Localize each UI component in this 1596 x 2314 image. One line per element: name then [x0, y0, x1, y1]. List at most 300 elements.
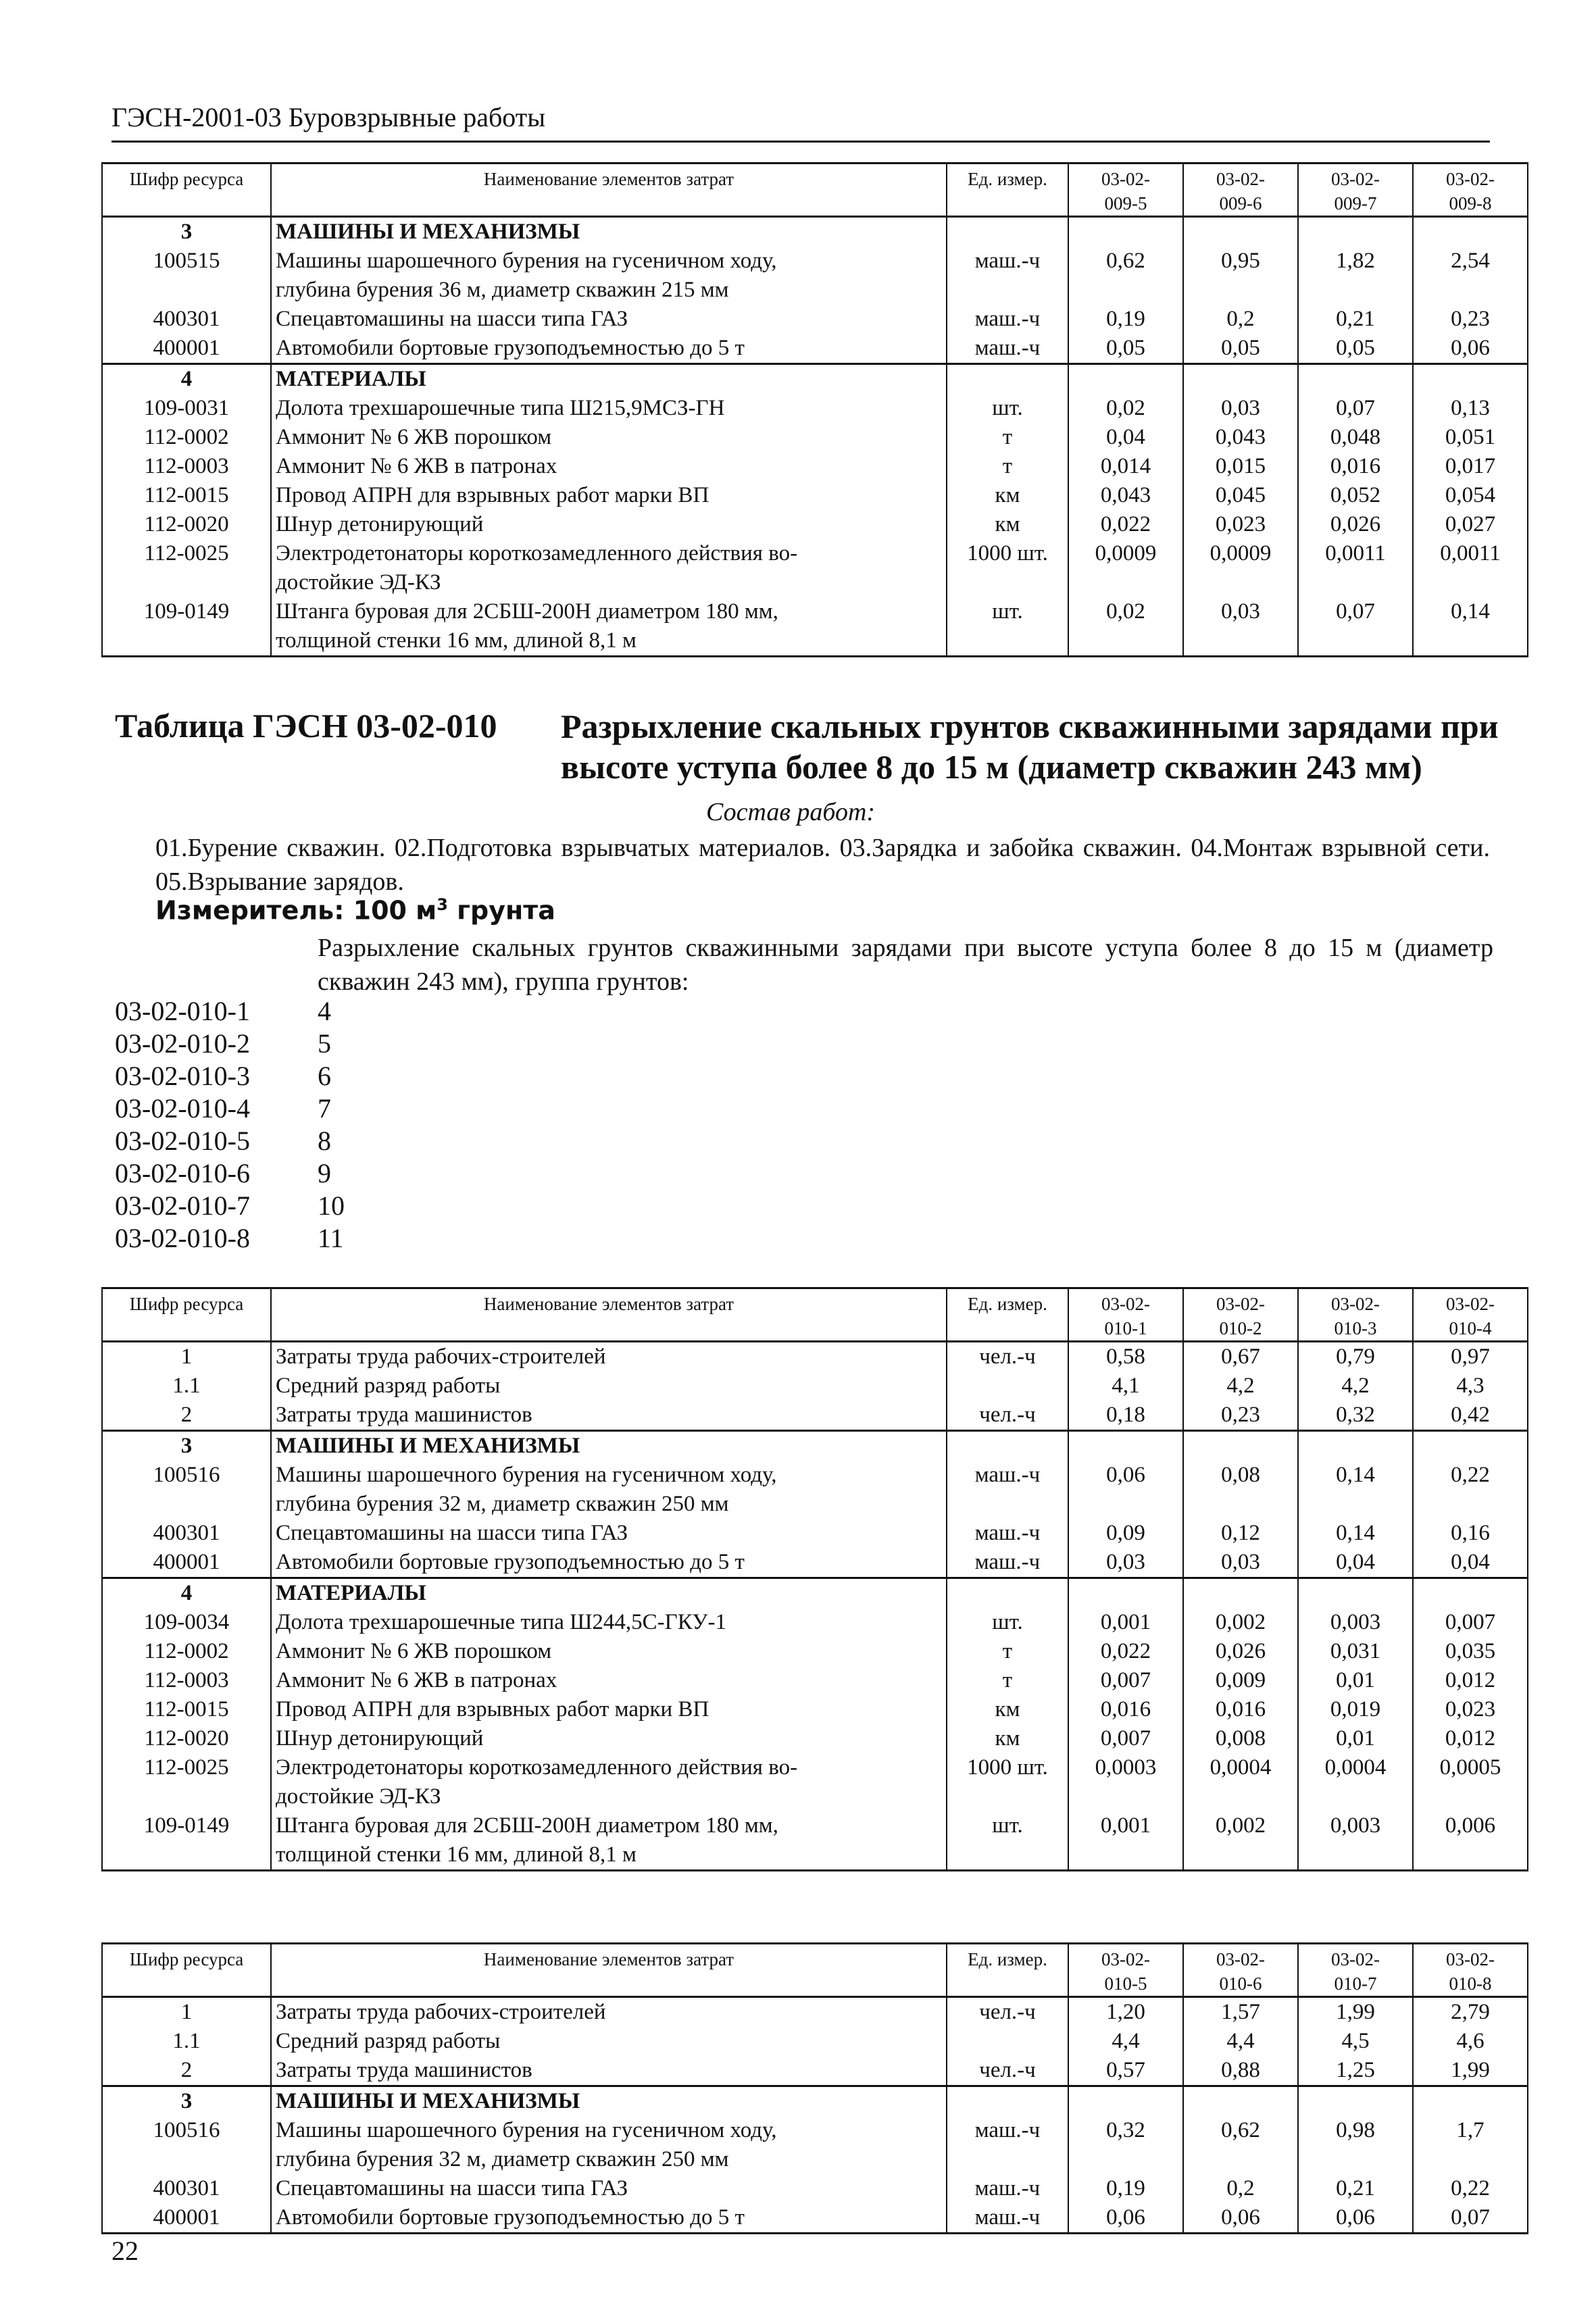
norm-value: 0,04	[1298, 1548, 1413, 1578]
norm-value: 0,08	[1183, 1461, 1298, 1519]
resource-code: 400001	[102, 1548, 271, 1578]
soil-group: 7	[318, 1093, 331, 1124]
norm-value: 0,2	[1183, 305, 1298, 334]
norm-code: 03-02-010-6	[115, 1158, 250, 1188]
unit-cell: т	[947, 423, 1068, 452]
cost-element-name: Аммонит № 6 ЖВ в патронах	[271, 1666, 947, 1695]
norm-value: 0,02	[1068, 597, 1183, 657]
resource-code: 1	[102, 1342, 271, 1372]
norm-value: 1,99	[1413, 2056, 1528, 2086]
cost-element-name: МАШИНЫ И МЕХАНИЗМЫ	[271, 217, 947, 247]
unit-cell: чел.-ч	[947, 2056, 1068, 2086]
unit-header: Ед. измер.	[947, 1944, 1068, 1997]
norm-value: 0,32	[1068, 2116, 1183, 2174]
cost-element-name: МАТЕРИАЛЫ	[271, 1578, 947, 1609]
unit-cell: маш.-ч	[947, 1548, 1068, 1578]
norm-value: 0,0009	[1068, 539, 1183, 597]
norm-value: 0,052	[1298, 481, 1413, 510]
norm-value	[1298, 2086, 1413, 2117]
unit-cell: маш.-ч	[947, 305, 1068, 334]
resource-code: 112-0003	[102, 1666, 271, 1695]
unit-cell: км	[947, 1724, 1068, 1753]
norm-value: 0,006	[1413, 1811, 1528, 1871]
table-header-row	[102, 1288, 1528, 1342]
norm-value: 2,54	[1413, 247, 1528, 305]
norm-value: 0,035	[1413, 1637, 1528, 1666]
norm-header: 03-02- 009-5	[1068, 164, 1183, 217]
name-header: Наименование элементов затрат	[271, 1288, 947, 1342]
resource-code: 2	[102, 1401, 271, 1431]
soil-group: 9	[318, 1158, 331, 1188]
norm-value: 0,0004	[1298, 1753, 1413, 1811]
resource-code: 4	[102, 1578, 271, 1609]
resource-code: 100515	[102, 247, 271, 305]
table-header-row	[102, 1944, 1528, 1997]
unit-cell	[947, 2027, 1068, 2056]
table-row	[102, 394, 1528, 423]
resource-code: 112-0003	[102, 452, 271, 481]
unit-cell: т	[947, 1637, 1068, 1666]
table-row	[102, 539, 1528, 597]
work-composition-text: 01.Бурение скважин. 02.Подготовка взрывчатых материалов. 03.Зарядка и забойка скважин. 04.Монтаж взрывной сети. 05.Взрывание зарядов.	[155, 834, 1490, 896]
unit-cell: т	[947, 1666, 1068, 1695]
norm-value: 0,003	[1298, 1811, 1413, 1871]
norm-value: 0,18	[1068, 1401, 1183, 1431]
norm-value: 0,03	[1068, 1548, 1183, 1578]
unit-cell: шт.	[947, 394, 1068, 423]
resource-code: 109-0149	[102, 1811, 271, 1871]
norm-value: 0,007	[1068, 1724, 1183, 1753]
norm-value: 0,012	[1413, 1724, 1528, 1753]
norm-value: 0,007	[1413, 1608, 1528, 1637]
norm-value: 0,03	[1183, 394, 1298, 423]
norm-value: 0,19	[1068, 305, 1183, 334]
code-header: Шифр ресурса	[102, 1944, 271, 1997]
norm-value: 1,7	[1413, 2116, 1528, 2174]
norm-value: 0,98	[1298, 2116, 1413, 2174]
resource-code: 109-0031	[102, 394, 271, 423]
resource-code: 400301	[102, 1519, 271, 1548]
unit-cell	[947, 217, 1068, 247]
cost-element-name: Шнур детонирующий	[271, 510, 947, 539]
norm-value: 0,21	[1298, 2174, 1413, 2203]
resource-code: 400301	[102, 305, 271, 334]
cost-element-name: МАШИНЫ И МЕХАНИЗМЫ	[271, 2086, 947, 2117]
resource-table-009	[101, 162, 1528, 657]
norm-value: 0,01	[1298, 1724, 1413, 1753]
norm-value	[1183, 1578, 1298, 1609]
norm-value: 0,001	[1068, 1811, 1183, 1871]
code-header: Шифр ресурса	[102, 1288, 271, 1342]
norm-value: 0,03	[1183, 597, 1298, 657]
norm-value: 0,023	[1183, 510, 1298, 539]
norm-value: 4,4	[1183, 2027, 1298, 2056]
norm-header: 03-02- 010-4	[1413, 1288, 1528, 1342]
norm-value: 0,88	[1183, 2056, 1298, 2086]
table-row	[102, 1637, 1528, 1666]
unit-cell: чел.-ч	[947, 1401, 1068, 1431]
norm-value: 0,23	[1413, 305, 1528, 334]
norm-code-row	[115, 995, 345, 1028]
resource-code: 100516	[102, 1461, 271, 1519]
norm-value: 0,04	[1413, 1548, 1528, 1578]
table-row	[102, 1431, 1528, 1461]
unit-cell: маш.-ч	[947, 1461, 1068, 1519]
norm-value: 0,67	[1183, 1342, 1298, 1372]
norm-value: 0,002	[1183, 1811, 1298, 1871]
norm-value: 0,0003	[1068, 1753, 1183, 1811]
norm-value: 0,09	[1068, 1519, 1183, 1548]
cost-element-name: Электродетонаторы короткозамедленного действия во- достойкие ЭД-КЗ	[271, 539, 947, 597]
norm-header: 03-02- 010-6	[1183, 1944, 1298, 1997]
table-row	[102, 334, 1528, 364]
cost-element-name: Затраты труда машинистов	[271, 1401, 947, 1431]
norm-value: 0,023	[1413, 1695, 1528, 1724]
norm-value: 0,06	[1068, 1461, 1183, 1519]
norm-value: 0,12	[1183, 1519, 1298, 1548]
norm-value	[1413, 217, 1528, 247]
norm-value: 0,026	[1183, 1637, 1298, 1666]
norm-value: 0,07	[1413, 2203, 1528, 2234]
norm-value: 1,57	[1183, 1997, 1298, 2028]
resource-code: 100516	[102, 2116, 271, 2174]
norm-value: 0,043	[1183, 423, 1298, 452]
resource-code: 112-0015	[102, 1695, 271, 1724]
resource-code: 1.1	[102, 1372, 271, 1401]
table-header-row	[102, 164, 1528, 217]
unit-cell	[947, 1372, 1068, 1401]
unit-cell: км	[947, 1695, 1068, 1724]
norm-value: 0,06	[1413, 334, 1528, 364]
norm-code-row	[115, 1222, 345, 1255]
norm-code: 03-02-010-5	[115, 1126, 250, 1156]
table-title: Разрыхление скальных грунтов скважинными зарядами при высоте уступа более 8 до 15 м (диаметр скважин 243 мм)	[561, 707, 1499, 786]
cost-element-name: Аммонит № 6 ЖВ порошком	[271, 1637, 947, 1666]
norm-value	[1413, 1431, 1528, 1461]
norm-value: 0,045	[1183, 481, 1298, 510]
unit-cell: т	[947, 452, 1068, 481]
norm-value: 0,14	[1413, 597, 1528, 657]
norm-value: 0,21	[1298, 305, 1413, 334]
table-row	[102, 510, 1528, 539]
unit-cell	[947, 1431, 1068, 1461]
table-row	[102, 1372, 1528, 1401]
norm-value	[1413, 364, 1528, 395]
unit-cell: чел.-ч	[947, 1997, 1068, 2028]
cost-element-name: Провод АПРН для взрывных работ марки ВП	[271, 481, 947, 510]
cost-element-name: Затраты труда рабочих-строителей	[271, 1997, 947, 2028]
table-row	[102, 1695, 1528, 1724]
norm-value: 0,04	[1068, 423, 1183, 452]
measure-label	[155, 895, 555, 926]
name-header: Наименование элементов затрат	[271, 1944, 947, 1997]
norm-value: 0,13	[1413, 394, 1528, 423]
norm-value: 0,019	[1298, 1695, 1413, 1724]
table-row	[102, 1997, 1528, 2028]
table-row	[102, 2086, 1528, 2117]
cost-element-name: Аммонит № 6 ЖВ в патронах	[271, 452, 947, 481]
cost-element-name: МАТЕРИАЛЫ	[271, 364, 947, 395]
norm-code: 03-02-010-2	[115, 1028, 250, 1059]
table-row	[102, 1724, 1528, 1753]
unit-cell: 1000 шт.	[947, 539, 1068, 597]
norm-value	[1068, 2086, 1183, 2117]
table-row	[102, 2027, 1528, 2056]
norm-value: 0,06	[1298, 2203, 1413, 2234]
unit-cell: маш.-ч	[947, 2203, 1068, 2234]
norm-value: 1,20	[1068, 1997, 1183, 2028]
resource-code: 112-0002	[102, 423, 271, 452]
norm-value: 0,07	[1298, 394, 1413, 423]
resource-code: 4	[102, 364, 271, 395]
norm-value: 0,19	[1068, 2174, 1183, 2203]
norm-value: 0,017	[1413, 452, 1528, 481]
norm-value: 0,031	[1298, 1637, 1413, 1666]
measure-suffix: грунта	[447, 895, 555, 926]
cost-element-name: Средний разряд работы	[271, 1372, 947, 1401]
table-row	[102, 2203, 1528, 2234]
norm-value: 0,016	[1298, 452, 1413, 481]
resource-code: 2	[102, 2056, 271, 2086]
norm-value: 0,05	[1298, 334, 1413, 364]
table-row	[102, 1811, 1528, 1871]
unit-header: Ед. измер.	[947, 1288, 1068, 1342]
table-row	[102, 305, 1528, 334]
norm-header: 03-02- 010-3	[1298, 1288, 1413, 1342]
norm-value	[1298, 1431, 1413, 1461]
resource-code: 109-0149	[102, 597, 271, 657]
unit-cell: км	[947, 510, 1068, 539]
name-header: Наименование элементов затрат	[271, 164, 947, 217]
unit-cell: шт.	[947, 1811, 1068, 1871]
norm-value: 0,57	[1068, 2056, 1183, 2086]
cost-element-name: Штанга буровая для 2СБШ-200Н диаметром 180 мм, толщиной стенки 16 мм, длиной 8,1 м	[271, 1811, 947, 1871]
cost-element-name: Затраты труда машинистов	[271, 2056, 947, 2086]
norm-value: 4,2	[1183, 1372, 1298, 1401]
table-row	[102, 1666, 1528, 1695]
table-row	[102, 2056, 1528, 2086]
unit-cell	[947, 2086, 1068, 2117]
norm-header: 03-02- 010-1	[1068, 1288, 1183, 1342]
norm-value: 0,06	[1068, 2203, 1183, 2234]
resource-code: 112-0020	[102, 1724, 271, 1753]
table-row	[102, 1548, 1528, 1578]
norm-value	[1183, 217, 1298, 247]
norm-value: 0,002	[1183, 1608, 1298, 1637]
cost-element-name: Машины шарошечного бурения на гусеничном ходу, глубина бурения 32 м, диаметр скважин 250 мм	[271, 1461, 947, 1519]
norm-value: 0,2	[1183, 2174, 1298, 2203]
table-row	[102, 1342, 1528, 1372]
unit-header: Ед. измер.	[947, 164, 1068, 217]
resource-code: 400001	[102, 334, 271, 364]
resource-table-010-5-8	[101, 1942, 1528, 2234]
norm-value: 0,001	[1068, 1608, 1183, 1637]
norm-value: 0,043	[1068, 481, 1183, 510]
soil-group: 4	[318, 996, 331, 1026]
norm-value: 0,58	[1068, 1342, 1183, 1372]
unit-cell: маш.-ч	[947, 334, 1068, 364]
norm-value: 0,007	[1068, 1666, 1183, 1695]
norm-value: 4,1	[1068, 1372, 1183, 1401]
norm-value: 4,5	[1298, 2027, 1413, 2056]
unit-cell: маш.-ч	[947, 2174, 1068, 2203]
norm-value: 0,01	[1298, 1666, 1413, 1695]
resource-code: 112-0025	[102, 1753, 271, 1811]
norm-value	[1068, 364, 1183, 395]
norm-code: 03-02-010-4	[115, 1093, 250, 1124]
table-row	[102, 1608, 1528, 1637]
norm-code-row	[115, 1028, 345, 1060]
norm-value: 0,048	[1298, 423, 1413, 452]
unit-cell: маш.-ч	[947, 247, 1068, 305]
norm-value: 0,97	[1413, 1342, 1528, 1372]
norm-value: 4,6	[1413, 2027, 1528, 2056]
norm-code-list	[115, 995, 345, 1255]
norm-value: 0,62	[1183, 2116, 1298, 2174]
norm-value: 0,015	[1183, 452, 1298, 481]
norm-value: 0,027	[1413, 510, 1528, 539]
norm-value: 0,0004	[1183, 1753, 1298, 1811]
norm-value: 0,008	[1183, 1724, 1298, 1753]
resource-code: 3	[102, 217, 271, 247]
norm-value: 0,016	[1068, 1695, 1183, 1724]
norm-value: 1,82	[1298, 247, 1413, 305]
norm-code-row	[115, 1092, 345, 1125]
norm-value: 0,054	[1413, 481, 1528, 510]
norm-header: 03-02- 009-7	[1298, 164, 1413, 217]
norm-header: 03-02- 010-7	[1298, 1944, 1413, 1997]
norm-value	[1413, 1578, 1528, 1609]
norm-value: 0,79	[1298, 1342, 1413, 1372]
cost-element-name: Спецавтомашины на шасси типа ГАЗ	[271, 305, 947, 334]
measure-superscript: 3	[437, 895, 448, 914]
norm-header: 03-02- 010-8	[1413, 1944, 1528, 1997]
norm-code-row	[115, 1060, 345, 1092]
norm-value: 0,0009	[1183, 539, 1298, 597]
norm-value: 0,62	[1068, 247, 1183, 305]
norm-value: 0,06	[1183, 2203, 1298, 2234]
cost-element-name: Машины шарошечного бурения на гусеничном ходу, глубина бурения 32 м, диаметр скважин 250 мм	[271, 2116, 947, 2174]
norm-value: 4,4	[1068, 2027, 1183, 2056]
norm-value: 1,25	[1298, 2056, 1413, 2086]
resource-code: 112-0015	[102, 481, 271, 510]
norm-value	[1183, 1431, 1298, 1461]
norm-code: 03-02-010-7	[115, 1190, 250, 1221]
norm-value	[1298, 364, 1413, 395]
resource-code: 1	[102, 1997, 271, 2028]
norm-value: 0,22	[1413, 2174, 1528, 2203]
norm-value	[1068, 217, 1183, 247]
soil-group: 5	[318, 1028, 331, 1059]
norm-value: 0,009	[1183, 1666, 1298, 1695]
resource-table-010-1-4	[101, 1287, 1528, 1871]
table-row	[102, 2174, 1528, 2203]
norm-value: 0,22	[1413, 1461, 1528, 1519]
cost-element-name: Электродетонаторы короткозамедленного действия во- достойкие ЭД-КЗ	[271, 1753, 947, 1811]
table-row	[102, 1401, 1528, 1431]
unit-cell	[947, 1578, 1068, 1609]
cost-element-name: Средний разряд работы	[271, 2027, 947, 2056]
table-row	[102, 1461, 1528, 1519]
norm-value: 0,0005	[1413, 1753, 1528, 1811]
unit-cell	[947, 364, 1068, 395]
code-header: Шифр ресурса	[102, 164, 271, 217]
norm-value: 2,79	[1413, 1997, 1528, 2028]
cost-element-name: Провод АПРН для взрывных работ марки ВП	[271, 1695, 947, 1724]
cost-element-name: Спецавтомашины на шасси типа ГАЗ	[271, 2174, 947, 2203]
unit-cell: км	[947, 481, 1068, 510]
resource-code: 112-0025	[102, 539, 271, 597]
table-row	[102, 1578, 1528, 1609]
norm-value: 0,14	[1298, 1461, 1413, 1519]
table-row	[102, 423, 1528, 452]
norm-value: 0,16	[1413, 1519, 1528, 1548]
cost-element-name: МАШИНЫ И МЕХАНИЗМЫ	[271, 1431, 947, 1461]
norm-value: 4,3	[1413, 1372, 1528, 1401]
norm-header: 03-02- 009-8	[1413, 164, 1528, 217]
norm-value	[1183, 364, 1298, 395]
table-row	[102, 247, 1528, 305]
resource-code: 3	[102, 1431, 271, 1461]
header-rule	[111, 141, 1490, 143]
norm-value: 0,014	[1068, 452, 1183, 481]
norm-code-row	[115, 1125, 345, 1157]
unit-cell: шт.	[947, 1608, 1068, 1637]
unit-cell: 1000 шт.	[947, 1753, 1068, 1811]
norm-header: 03-02- 010-2	[1183, 1288, 1298, 1342]
table-row	[102, 597, 1528, 657]
cost-element-name: Долота трехшарошечные типа Ш215,9МСЗ-ГН	[271, 394, 947, 423]
resource-code: 112-0002	[102, 1637, 271, 1666]
unit-cell: чел.-ч	[947, 1342, 1068, 1372]
unit-cell: маш.-ч	[947, 1519, 1068, 1548]
cost-element-name: Долота трехшарошечные типа Ш244,5С-ГКУ-1	[271, 1608, 947, 1637]
norm-value: 0,03	[1183, 1548, 1298, 1578]
norm-value: 0,022	[1068, 1637, 1183, 1666]
norm-code: 03-02-010-1	[115, 996, 250, 1026]
norm-value	[1068, 1431, 1183, 1461]
cost-element-name: Аммонит № 6 ЖВ порошком	[271, 423, 947, 452]
norm-header: 03-02- 010-5	[1068, 1944, 1183, 1997]
measure-text: Измеритель: 100 м	[155, 895, 437, 926]
cost-element-name: Затраты труда рабочих-строителей	[271, 1342, 947, 1372]
table-row	[102, 1753, 1528, 1811]
norm-value: 0,07	[1298, 597, 1413, 657]
soil-group: 11	[318, 1223, 344, 1253]
soil-group: 6	[318, 1061, 331, 1091]
cost-element-name: Автомобили бортовые грузоподъемностью до 5 т	[271, 334, 947, 364]
norm-value: 0,051	[1413, 423, 1528, 452]
cost-element-name: Автомобили бортовые грузоподъемностью до 5 т	[271, 1548, 947, 1578]
resource-code: 3	[102, 2086, 271, 2117]
norm-value: 0,05	[1183, 334, 1298, 364]
norm-value: 1,99	[1298, 1997, 1413, 2028]
norm-code-row	[115, 1190, 345, 1222]
table-row	[102, 1519, 1528, 1548]
norm-value: 0,23	[1183, 1401, 1298, 1431]
resource-code: 400001	[102, 2203, 271, 2234]
norm-value: 0,022	[1068, 510, 1183, 539]
norm-value: 0,016	[1183, 1695, 1298, 1724]
norm-value: 0,026	[1298, 510, 1413, 539]
norm-value: 4,2	[1298, 1372, 1413, 1401]
resource-code: 400301	[102, 2174, 271, 2203]
cost-element-name: Шнур детонирующий	[271, 1724, 947, 1753]
table-row	[102, 364, 1528, 395]
norm-value	[1298, 217, 1413, 247]
norm-value: 0,0011	[1413, 539, 1528, 597]
resource-code: 109-0034	[102, 1608, 271, 1637]
